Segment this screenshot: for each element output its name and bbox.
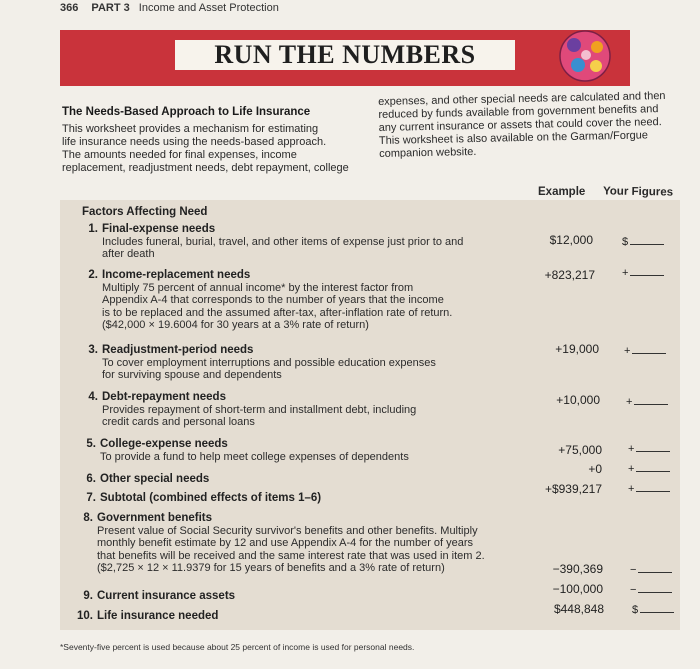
item-title: Subtotal (combined effects of items 1–6)	[100, 492, 322, 504]
banner-title: RUN THE NUMBERS	[175, 40, 515, 70]
item-desc-line: after death	[102, 248, 155, 260]
intro-left-line: life insurance needs using the needs-based approach.	[62, 136, 327, 148]
your-figure-prefix: +	[628, 463, 635, 475]
example-value-1: $12,000	[549, 233, 593, 247]
item-number: 5.	[86, 438, 96, 450]
your-figure-field-8[interactable]	[630, 563, 672, 576]
your-figure-field-9[interactable]	[630, 583, 672, 596]
item-desc-line: To cover employment interruptions and possible education expenses	[102, 356, 436, 369]
your-figures-column-header: Your Figures	[602, 185, 674, 199]
item-title: Final-expense needs	[102, 223, 216, 235]
item-desc-line: for surviving spouse and dependents	[102, 369, 282, 381]
your-figure-prefix: +	[628, 443, 635, 455]
numbers-globe-icon	[548, 30, 622, 86]
item-desc-line: monthly benefit estimate by 12 and use Appendix A-4 for the number of years	[97, 537, 474, 549]
item-number: 10.	[77, 610, 93, 622]
item-title: Income-replacement needs	[102, 269, 251, 281]
your-figure-field-4[interactable]	[626, 395, 668, 408]
your-figure-field-6[interactable]	[628, 462, 670, 475]
item-desc-line: Includes funeral, burial, travel, and other items of expense just prior to and	[102, 235, 464, 248]
your-figure-field-5[interactable]	[628, 442, 670, 455]
your-figure-field-7[interactable]	[628, 482, 670, 495]
example-value-8: −390,369	[552, 562, 603, 576]
your-figure-prefix: −	[630, 584, 637, 596]
intro-heading: The Needs-Based Approach to Life Insurance	[62, 106, 311, 118]
item-desc-line: that benefits will be received and the same interest rate that was used in item 2.	[97, 549, 485, 562]
page-number: 366	[60, 2, 79, 14]
item-desc-line: Multiply 75 percent of annual income* by the interest factor from	[102, 281, 414, 294]
item-desc-line: is to be replaced and the assumed after-tax, after-inflation rate of return.	[102, 306, 453, 319]
item-title: Readjustment-period needs	[102, 344, 254, 356]
example-value-5: +75,000	[558, 443, 602, 457]
item-desc-line: To provide a fund to help meet college expenses of dependents	[100, 450, 409, 463]
footnote: *Seventy-five percent is used because about 25 percent of income is used for personal needs.	[60, 642, 415, 652]
example-value-10: $448,848	[553, 602, 604, 616]
your-figure-prefix: +	[628, 483, 635, 495]
item-title: Current insurance assets	[97, 590, 236, 602]
intro-right-line: any current insurance or assets that could cover the need.	[378, 116, 662, 134]
example-column-header: Example	[538, 186, 586, 198]
your-figure-prefix: +	[626, 396, 633, 408]
intro-left-line: The amounts needed for final expenses, income	[62, 149, 297, 161]
item-desc-line: ($42,000 × 19.6004 for 30 years at a 3% rate of return)	[102, 319, 369, 331]
example-value-6: +0	[588, 462, 602, 476]
intro-right-line: expenses, and other special needs are calculated and then	[378, 89, 666, 108]
item-number: 3.	[88, 344, 98, 356]
your-figure-prefix: $	[622, 236, 629, 248]
item-title: Life insurance needed	[97, 610, 219, 622]
item-number: 6.	[86, 473, 96, 485]
your-figure-prefix: +	[624, 345, 631, 357]
factors-title: Factors Affecting Need	[82, 206, 208, 218]
item-number: 9.	[83, 590, 93, 602]
item-number: 2.	[88, 269, 98, 281]
item-desc-line: credit cards and personal loans	[102, 416, 255, 428]
your-figure-field-3[interactable]	[624, 344, 666, 357]
item-number: 4.	[88, 391, 98, 403]
your-figure-field-10[interactable]	[632, 603, 674, 616]
your-figure-prefix: $	[632, 604, 639, 616]
item-title: College-expense needs	[100, 438, 228, 450]
part-label: PART 3	[91, 2, 130, 14]
item-title: Government benefits	[97, 512, 213, 524]
intro-left-line: replacement, readjustment needs, debt repayment, college	[62, 162, 349, 174]
item-desc-line: ($2,725 × 12 × 11.9379 for 15 years of benefits and a 3% rate of return)	[97, 562, 445, 574]
example-value-2: +823,217	[544, 268, 595, 282]
item-desc-line: Provides repayment of short-term and installment debt, including	[102, 403, 417, 416]
intro-left-line: This worksheet provides a mechanism for estimating	[62, 123, 319, 135]
intro-right-line: This worksheet is also available on the Garman/Forgue	[378, 129, 649, 147]
example-value-3: +19,000	[555, 342, 599, 356]
item-desc-line: Appendix A-4 that corresponds to the number of years that the income	[102, 294, 444, 306]
example-value-4: +10,000	[556, 393, 600, 407]
example-value-7: +$939,217	[544, 482, 602, 496]
intro-right-line: reduced by funds available from government benefits and	[378, 103, 659, 121]
your-figure-prefix: +	[622, 267, 629, 279]
item-number: 1.	[88, 223, 98, 235]
item-desc-line: Present value of Social Security survivor's benefits and other benefits. Multiply	[97, 524, 478, 537]
your-figure-field-1[interactable]	[622, 235, 664, 248]
section-banner	[60, 30, 630, 86]
intro-left-column	[62, 106, 362, 175]
your-figure-field-2[interactable]	[622, 266, 664, 279]
item-title: Debt-repayment needs	[102, 391, 226, 403]
intro-right-line: companion website.	[379, 145, 477, 160]
part-title: Income and Asset Protection	[138, 2, 279, 14]
item-number: 7.	[86, 492, 96, 504]
example-value-9: −100,000	[552, 582, 603, 596]
intro-right-column	[378, 90, 679, 161]
running-head	[60, 2, 279, 14]
item-title: Other special needs	[100, 473, 210, 485]
your-figure-prefix: −	[630, 564, 637, 576]
item-number: 8.	[83, 512, 93, 524]
